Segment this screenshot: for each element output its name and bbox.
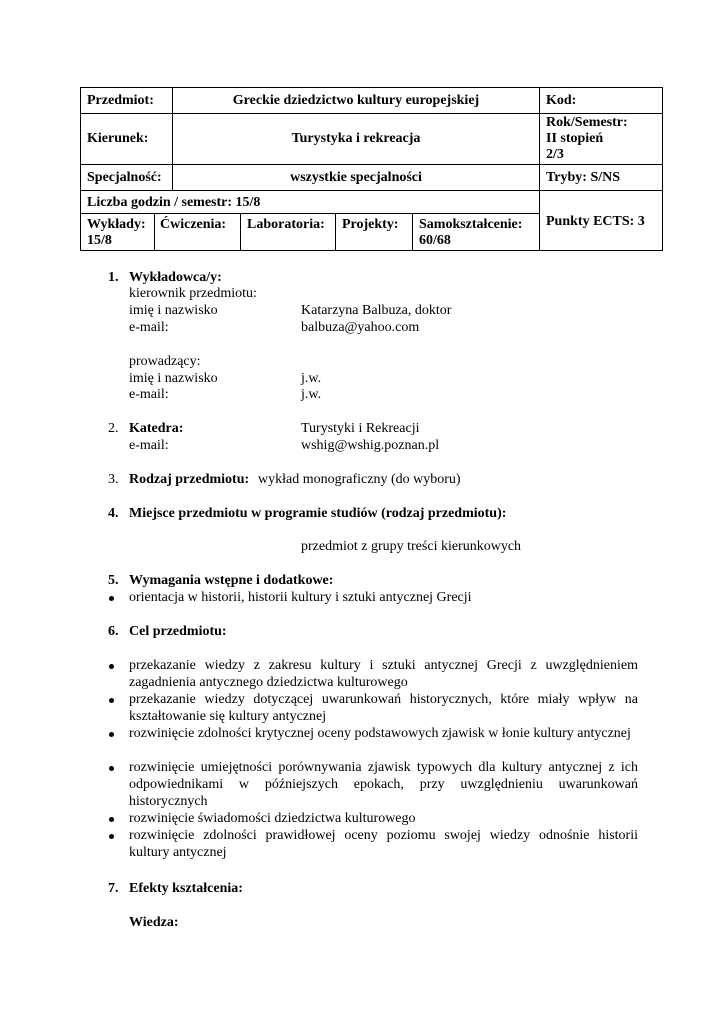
- kierunek-label: Kierunek:: [87, 131, 149, 146]
- katedra-value: Turystyki i Rekreacji: [301, 421, 420, 436]
- s4-title: Miejsce przedmiotu w programie studiów (rodzaj przedmiotu):: [129, 506, 507, 521]
- przedmiot-value: Greckie dziedzictwo kultury europejskiej: [232, 93, 480, 108]
- projekty-label: Projekty:: [342, 217, 399, 232]
- s6-number: 6.: [108, 624, 119, 639]
- wyklady-value: 15/8: [87, 233, 112, 248]
- rok-semestr-label: Rok/Semestr:: [546, 115, 628, 130]
- s5-number: 5.: [108, 573, 119, 588]
- course-info-table: [80, 87, 663, 251]
- bullet-icon: [109, 834, 114, 839]
- s3-title: Rodzaj przedmiotu:: [129, 472, 250, 487]
- s1-title: Wykładowca/y:: [129, 270, 222, 285]
- specjalnosc-label: Specjalność:: [87, 170, 162, 185]
- s6-item: rozwinięcie świadomości dziedzictwa kulturowego: [129, 811, 416, 826]
- imie2-label: imię i nazwisko: [129, 371, 218, 386]
- s3-value: wykład monograficzny (do wyboru): [258, 472, 461, 487]
- bullet-icon: [109, 698, 114, 703]
- kierunek-value: Turystyka i rekreacja: [291, 131, 421, 146]
- email-value: balbuza@yahoo.com: [301, 320, 420, 335]
- punkty-ects: Punkty ECTS: 3: [546, 214, 645, 229]
- samoksztalcenie-label: Samokształcenie:: [419, 217, 523, 232]
- bullet-icon: [109, 766, 114, 771]
- email2-label: e-mail:: [129, 387, 169, 402]
- s5-item: orientacja w historii, historii kultury i sztuki antycznej Grecji: [129, 590, 472, 605]
- s6-item: rozwinięcie zdolności krytycznej oceny podstawowych zjawisk w łonie kultury antycznej: [129, 726, 631, 741]
- s6-item: przekazanie wiedzy z zakresu kultury i sztuki antycznej Grecji z uwzględnieniem zagadnienia antycznego dziedzictwa kulturowego: [129, 658, 638, 690]
- bullet-icon: [109, 664, 114, 669]
- stopien-value: II stopień: [546, 131, 604, 146]
- przedmiot-label: Przedmiot:: [87, 93, 154, 108]
- s7-title: Efekty kształcenia:: [129, 881, 243, 896]
- imie-label: imię i nazwisko: [129, 303, 218, 318]
- s4-number: 4.: [108, 506, 119, 521]
- wiedza-heading: Wiedza:: [129, 915, 179, 930]
- katedra-email-value: wshig@wshig.poznan.pl: [301, 438, 440, 453]
- s2-number: 2.: [108, 421, 119, 436]
- s4-value: przedmiot z grupy treści kierunkowych: [301, 539, 522, 554]
- s5-title: Wymagania wstępne i dodatkowe:: [129, 573, 334, 588]
- kod-label: Kod:: [546, 93, 577, 108]
- bullet-icon: [109, 732, 114, 737]
- kierownik-label: kierownik przedmiotu:: [129, 286, 257, 301]
- katedra-email-label: e-mail:: [129, 438, 169, 453]
- samoksztalcenie-value: 60/68: [419, 233, 451, 248]
- cwiczenia-label: Ćwiczenia:: [160, 217, 227, 232]
- specjalnosc-value: wszystkie specjalności: [290, 170, 422, 185]
- rok-semestr-value: 2/3: [546, 147, 564, 162]
- prowadzacy-label: prowadzący:: [129, 354, 201, 369]
- s3-number: 3.: [108, 472, 119, 487]
- s7-number: 7.: [108, 881, 119, 896]
- email2-value: j.w.: [301, 387, 322, 402]
- s2-title: Katedra:: [129, 421, 184, 436]
- bullet-icon: [109, 596, 114, 601]
- imie2-value: j.w.: [301, 371, 322, 386]
- s6-title: Cel przedmiotu:: [129, 624, 227, 639]
- s6-item: rozwinięcie umiejętności porównywania zjawisk typowych dla kultury antycznej z ich odpowiednikami w późniejszych epokach, przy uwzględnieniu uwarunkowań historycznych: [129, 760, 638, 809]
- wyklady-label: Wykłady:: [87, 217, 146, 232]
- bullet-icon: [109, 817, 114, 822]
- s1-number: 1.: [108, 270, 119, 285]
- email-label: e-mail:: [129, 320, 169, 335]
- imie-value: Katarzyna Balbuza, doktor: [301, 303, 452, 318]
- liczba-godzin: Liczba godzin / semestr: 15/8: [87, 195, 261, 210]
- laboratoria-label: Laboratoria:: [247, 217, 325, 232]
- tryby-value: Tryby: S/NS: [546, 170, 621, 185]
- s6-item: rozwinięcie zdolności prawidłowej oceny poziomu swojej wiedzy odnośnie historii kultury antycznej: [129, 828, 638, 860]
- s6-item: przekazanie wiedzy dotyczącej uwarunkowań historycznych, które miały wpływ na kształtowanie się kultury antycznej: [129, 692, 638, 724]
